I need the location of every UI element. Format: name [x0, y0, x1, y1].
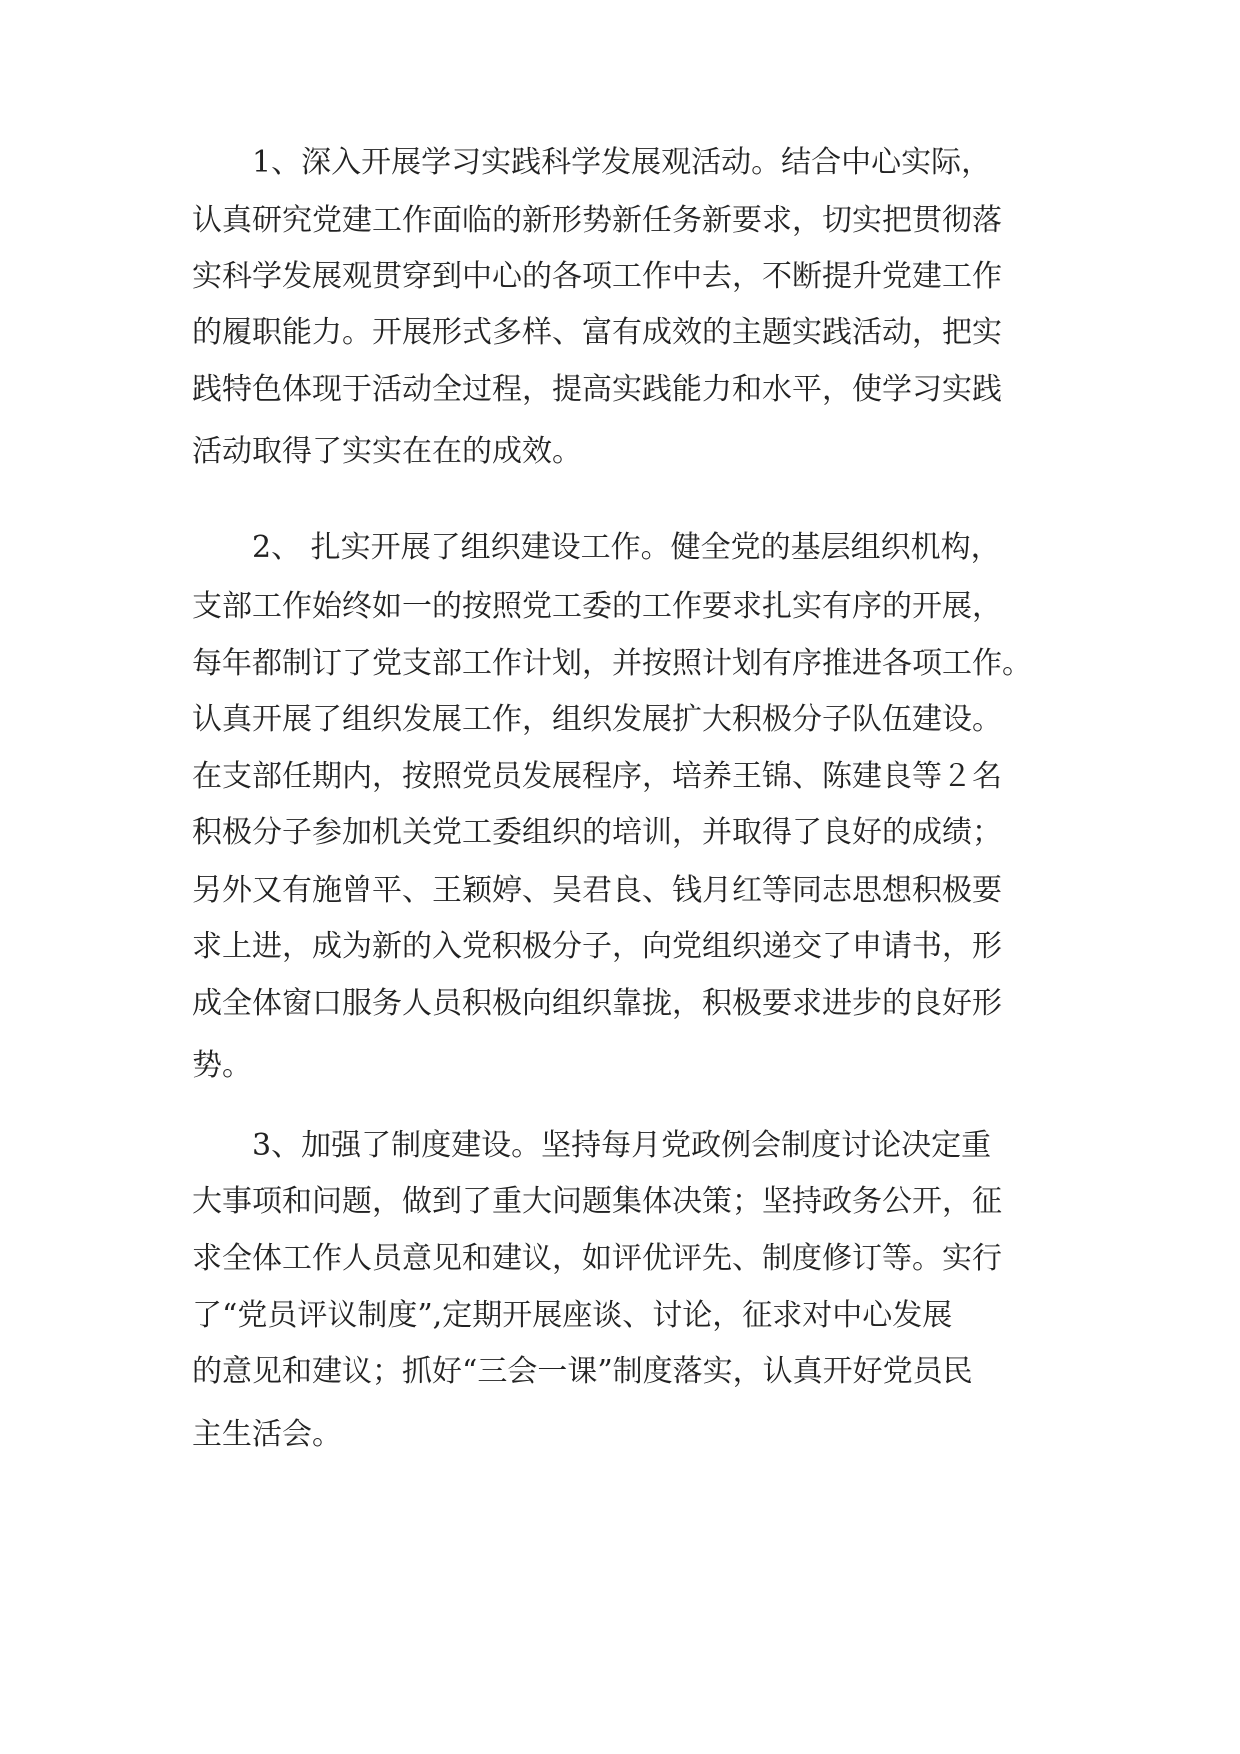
paragraph-line: 另外又有施曾平、王颖婷、吴君良、钱月红等同志思想积极要: [192, 873, 1002, 908]
paragraph-line: 每年都制订了党支部工作计划，并按照计划有序推进各项工作。: [192, 646, 1032, 681]
paragraph-line: 大事项和问题，做到了重大问题集体决策；坚持政务公开，征: [192, 1184, 1002, 1219]
paragraph-line: 的意见和建议；抓好“三会一课”制度落实，认真开好党员民: [192, 1354, 973, 1389]
paragraph-line: 认真开展了组织发展工作，组织发展扩大积极分子队伍建设。: [192, 702, 1002, 737]
paragraph-line: 3、加强了制度建设。坚持每月党政例会制度讨论决定重: [252, 1128, 992, 1163]
paragraph-line: 在支部任期内，按照党员发展程序，培养王锦、陈建良等２名: [192, 759, 1002, 794]
paragraph-line: 求全体工作人员意见和建议，如评优评先、制度修订等。实行: [192, 1241, 1002, 1276]
paragraph-line: 积极分子参加机关党工委组织的培训，并取得了良好的成绩；: [192, 815, 1002, 850]
paragraph-line: 认真研究党建工作面临的新形势新任务新要求，切实把贯彻落: [192, 203, 1002, 238]
paragraph-line: 1、深入开展学习实践科学发展观活动。结合中心实际，: [252, 145, 992, 180]
paragraph-line: 求上进，成为新的入党积极分子，向党组织递交了申请书，形: [192, 929, 1002, 964]
paragraph-line: 活动取得了实实在在的成效。: [192, 434, 582, 469]
paragraph-line: 2、 扎实开展了组织建设工作。健全党的基层组织机构，: [252, 530, 1001, 565]
paragraph-line: 主生活会。: [192, 1417, 342, 1452]
paragraph-line: 势。: [192, 1048, 252, 1083]
paragraph-line: 支部工作始终如一的按照党工委的工作要求扎实有序的开展，: [192, 589, 1002, 624]
paragraph-line: 成全体窗口服务人员积极向组织靠拢，积极要求进步的良好形: [192, 986, 1002, 1021]
paragraph-line: 实科学发展观贯穿到中心的各项工作中去，不断提升党建工作: [192, 259, 1002, 294]
paragraph-line: 的履职能力。开展形式多样、富有成效的主题实践活动，把实: [192, 315, 1002, 350]
paragraph-line: 践特色体现于活动全过程，提高实践能力和水平，使学习实践: [192, 372, 1002, 407]
paragraph-line: 了“党员评议制度”,定期开展座谈、讨论，征求对中心发展: [192, 1298, 953, 1333]
